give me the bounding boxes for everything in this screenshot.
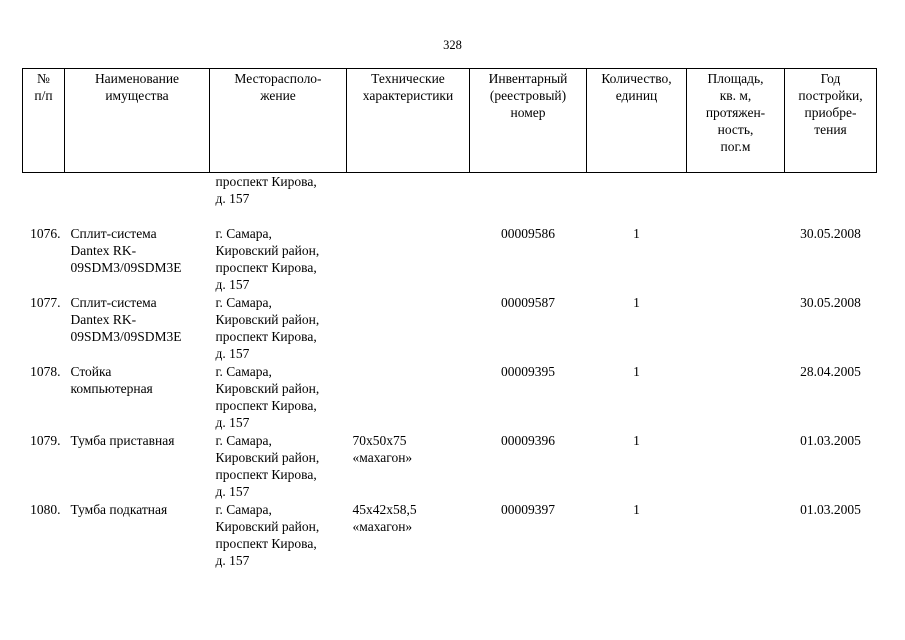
row-location: г. Самара, Кировский район, проспект Кирова, д. 157 bbox=[215, 364, 320, 430]
row-tech bbox=[347, 294, 470, 363]
col-header-quantity: Количество, единиц bbox=[587, 69, 687, 173]
row-area bbox=[687, 225, 785, 294]
row-area bbox=[687, 363, 785, 432]
row-location: г. Самара, Кировский район, проспект Кирова, д. 157 bbox=[215, 295, 320, 361]
table-row bbox=[23, 225, 877, 294]
table-header-row bbox=[23, 69, 877, 173]
row-inventory: 00009396 bbox=[501, 433, 555, 448]
row-inventory: 00009397 bbox=[501, 502, 555, 517]
row-area bbox=[687, 294, 785, 363]
property-table bbox=[22, 68, 877, 570]
col-header-area: Площадь, кв. м, протяжен- ность, пог.м bbox=[687, 69, 785, 173]
col-header-location: Месторасполо- жение bbox=[210, 69, 347, 173]
col-header-tech: Технические характеристики bbox=[347, 69, 470, 173]
table-row bbox=[23, 363, 877, 432]
row-area bbox=[687, 432, 785, 501]
row-quantity: 1 bbox=[633, 226, 640, 241]
row-inventory: 00009586 bbox=[501, 226, 555, 241]
continuation-row bbox=[23, 173, 877, 226]
row-inventory: 00009395 bbox=[501, 364, 555, 379]
row-location: г. Самара, Кировский район, проспект Кирова, д. 157 bbox=[215, 502, 320, 568]
row-name: Стойка компьютерная bbox=[70, 364, 153, 396]
row-year: 01.03.2005 bbox=[800, 433, 861, 448]
page-number: 328 bbox=[443, 38, 462, 52]
row-name: Сплит-система Dantex RK- 09SDM3/09SDM3E bbox=[70, 226, 182, 275]
row-year: 30.05.2008 bbox=[800, 226, 861, 241]
row-inventory: 00009587 bbox=[501, 295, 555, 310]
row-tech bbox=[347, 363, 470, 432]
row-tech bbox=[347, 225, 470, 294]
row-quantity: 1 bbox=[633, 295, 640, 310]
row-name: Сплит-система Dantex RK- 09SDM3/09SDM3E bbox=[70, 295, 182, 344]
row-year: 28.04.2005 bbox=[800, 364, 861, 379]
row-name: Тумба подкатная bbox=[70, 502, 168, 517]
row-location: г. Самара, Кировский район, проспект Кирова, д. 157 bbox=[215, 226, 320, 292]
row-quantity: 1 bbox=[633, 502, 640, 517]
continuation-location: проспект Кирова, д. 157 bbox=[215, 174, 317, 206]
table-row bbox=[23, 294, 877, 363]
row-quantity: 1 bbox=[633, 364, 640, 379]
row-number: 1077. bbox=[30, 295, 61, 310]
row-number: 1076. bbox=[30, 226, 61, 241]
row-year: 30.05.2008 bbox=[800, 295, 861, 310]
row-location: г. Самара, Кировский район, проспект Кирова, д. 157 bbox=[215, 433, 320, 499]
row-tech: 70х50х75 «махагон» bbox=[352, 433, 413, 465]
row-year: 01.03.2005 bbox=[800, 502, 861, 517]
row-number: 1078. bbox=[30, 364, 61, 379]
row-tech: 45х42х58,5 «махагон» bbox=[352, 502, 417, 534]
row-number: 1080. bbox=[30, 502, 61, 517]
row-number: 1079. bbox=[30, 433, 61, 448]
row-name: Тумба приставная bbox=[70, 433, 175, 448]
col-header-name: Наименование имущества bbox=[65, 69, 210, 173]
col-header-num: № п/п bbox=[23, 69, 65, 173]
row-area bbox=[687, 501, 785, 570]
col-header-inventory: Инвентарный (реестровый) номер bbox=[470, 69, 587, 173]
table-row bbox=[23, 501, 877, 570]
col-header-year: Год постройки, приобре- тения bbox=[785, 69, 877, 173]
table-row bbox=[23, 432, 877, 501]
row-quantity: 1 bbox=[633, 433, 640, 448]
